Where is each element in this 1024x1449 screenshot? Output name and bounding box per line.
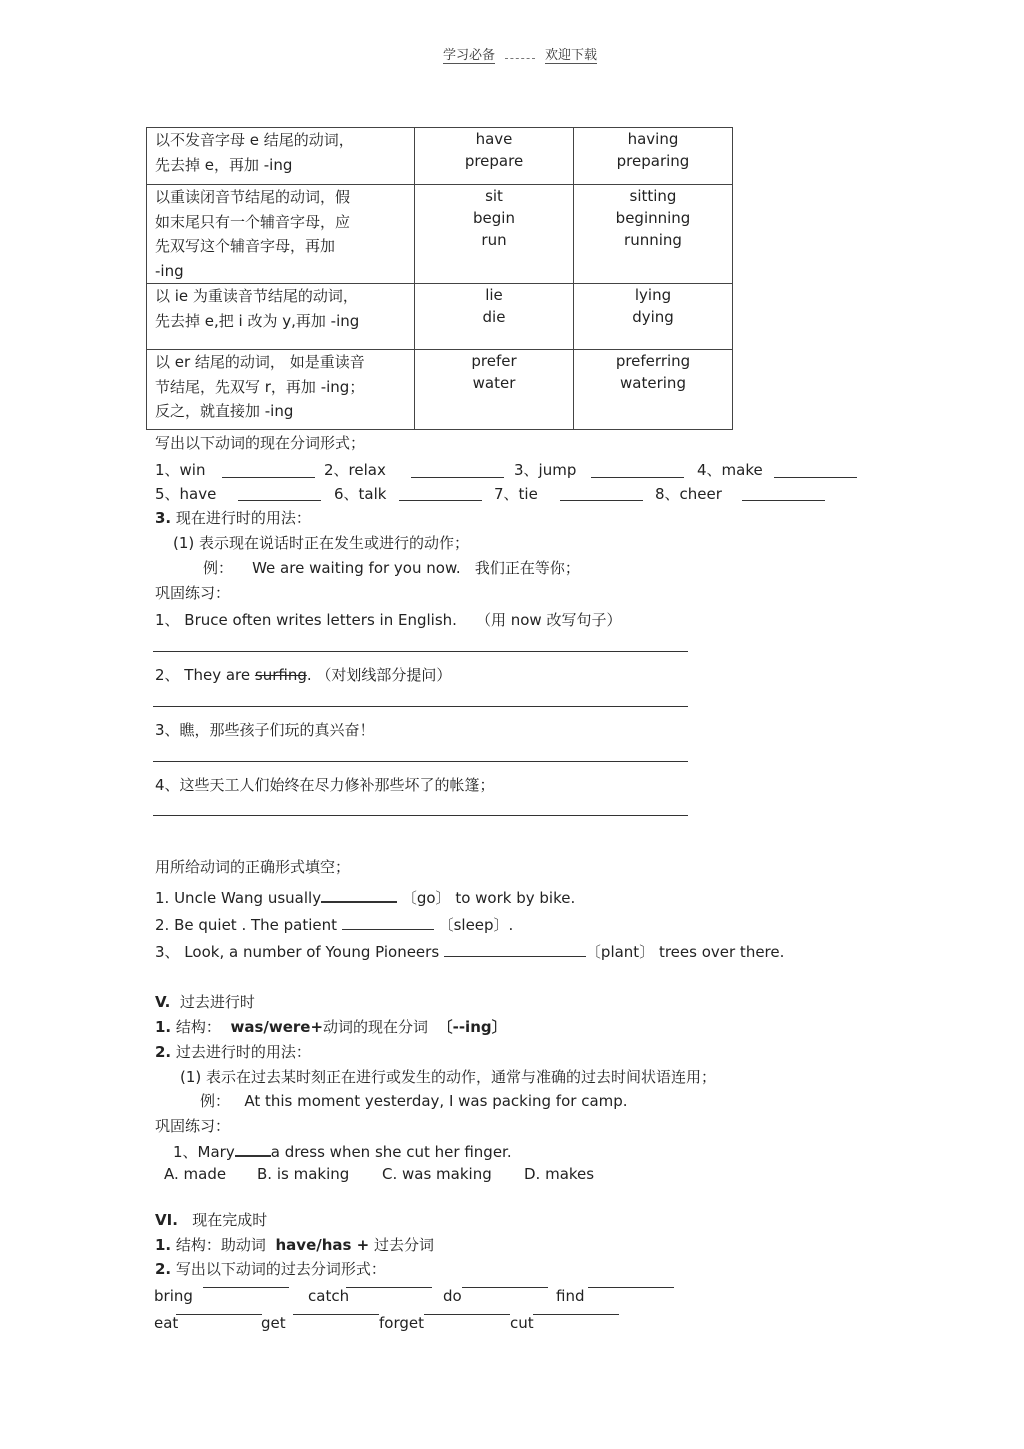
answer-blank[interactable] bbox=[203, 1287, 289, 1288]
base-verbs: sit begin run bbox=[415, 185, 574, 284]
practice-question: 4、这些天工人们始终在尽力修补那些坏了的帐篷； bbox=[155, 776, 495, 794]
section-number: V. bbox=[155, 993, 171, 1011]
example-label: 例： bbox=[200, 1092, 231, 1110]
fill-question bbox=[155, 915, 513, 935]
example-english: We are waiting for you now. bbox=[252, 559, 461, 577]
example-sentence bbox=[203, 558, 580, 578]
example-chinese: 我们正在等你； bbox=[474, 559, 580, 577]
ing-forms: having preparing bbox=[574, 128, 733, 185]
answer-blank[interactable] bbox=[293, 1314, 379, 1315]
base-verbs: lie die bbox=[415, 284, 574, 350]
rule-description: 以重读闭音节结尾的动词，假 如末尾只有一个辅音字母，应 先双写这个辅音字母，再加 -ing bbox=[147, 185, 415, 284]
item-number: 2. bbox=[155, 1043, 172, 1061]
section-3-heading bbox=[155, 508, 311, 528]
ing-forms: sitting beginning running bbox=[574, 185, 733, 284]
usage-point: (1) 表示在过去某时刻正在进行或发生的动作，通常与准确的过去时间状语连用； bbox=[180, 1068, 717, 1086]
verb-label: cut bbox=[510, 1314, 534, 1332]
table-row bbox=[147, 284, 733, 350]
verb-label: get bbox=[261, 1314, 286, 1332]
usage-point: (1) 表示现在说话时正在发生或进行的动作； bbox=[173, 534, 470, 552]
underlined-word: surfing bbox=[254, 666, 307, 684]
header-left: 学习必备 bbox=[443, 44, 495, 64]
ex-ing-item: 3、jump bbox=[514, 461, 577, 479]
rule-description: 以不发音字母 e 结尾的动词， 先去掉 e，再加 -ing bbox=[147, 128, 415, 185]
example-english: At this moment yesterday, I was packing for camp. bbox=[244, 1092, 628, 1110]
answer-line[interactable] bbox=[153, 706, 688, 707]
ex-ing-title: 写出以下动词的现在分词形式； bbox=[155, 434, 366, 452]
header-right: 欢迎下载 bbox=[545, 44, 597, 64]
question-text: 〔sleep〕. bbox=[438, 916, 514, 934]
verb-label: do bbox=[443, 1287, 462, 1305]
question-text: 2、 They are bbox=[155, 666, 255, 684]
fill-question bbox=[155, 942, 784, 962]
verb-label: catch bbox=[308, 1287, 350, 1305]
item-number: 1. bbox=[155, 1236, 172, 1254]
structure-text: 动词的现在分词 bbox=[323, 1018, 429, 1036]
mc-option[interactable]: A. made bbox=[164, 1165, 227, 1183]
structure-formula: was/were+ bbox=[230, 1018, 324, 1036]
item-number: 1. bbox=[155, 1018, 172, 1036]
structure-formula: have/has + bbox=[275, 1236, 370, 1254]
answer-blank[interactable] bbox=[321, 887, 397, 903]
ex-ing-item: 1、win bbox=[155, 461, 206, 479]
verb-label: find bbox=[556, 1287, 585, 1305]
practice-title: 巩固练习： bbox=[155, 584, 231, 602]
rule-description: 以 ie 为重读音节结尾的动词， 先去掉 e,把 i 改为 y,再加 -ing bbox=[147, 284, 415, 350]
answer-blank[interactable] bbox=[462, 1287, 548, 1288]
section-vi-heading bbox=[155, 1210, 267, 1230]
section-number: 3. bbox=[155, 509, 172, 527]
section-title: 过去进行时 bbox=[179, 993, 255, 1011]
question-text: a dress when she cut her finger. bbox=[270, 1143, 512, 1161]
practice-question: 3、瞧，那些孩子们玩的真兴奋！ bbox=[155, 721, 375, 739]
practice-question bbox=[155, 610, 621, 630]
answer-line[interactable] bbox=[153, 651, 688, 652]
answer-blank[interactable] bbox=[742, 500, 825, 501]
answer-blank[interactable] bbox=[588, 1287, 674, 1288]
ing-forms: preferring watering bbox=[574, 350, 733, 430]
answer-blank[interactable] bbox=[411, 477, 504, 478]
answer-blank[interactable] bbox=[222, 477, 315, 478]
section-v-heading bbox=[155, 992, 255, 1012]
answer-blank[interactable] bbox=[424, 1314, 510, 1315]
example-label: 例： bbox=[203, 559, 234, 577]
section-number: VI. bbox=[155, 1211, 178, 1229]
answer-blank[interactable] bbox=[342, 920, 434, 930]
ex-ing-item: 2、relax bbox=[324, 461, 386, 479]
rule-description: 以 er 结尾的动词， 如是重读音 节结尾，先双写 r，再加 -ing； 反之，就直接加 -ing bbox=[147, 350, 415, 430]
answer-blank[interactable] bbox=[774, 477, 857, 478]
ex-ing-item: 7、tie bbox=[494, 485, 538, 503]
base-verbs: have prepare bbox=[415, 128, 574, 185]
table-row bbox=[147, 350, 733, 430]
question-text: 1. Uncle Wang usually bbox=[155, 889, 322, 907]
structure-label: 结构：助动词 bbox=[175, 1236, 266, 1254]
answer-blank[interactable] bbox=[399, 500, 482, 501]
header-divider bbox=[505, 46, 535, 59]
ex-ing-item: 8、cheer bbox=[655, 485, 722, 503]
mc-question bbox=[173, 1141, 512, 1162]
question-note: （用 now 改写句子） bbox=[475, 611, 622, 629]
answer-blank[interactable] bbox=[346, 1287, 432, 1288]
structure-suffix: 〔--ing〕 bbox=[437, 1018, 507, 1036]
question-text: 1、 Bruce often writes letters in English. bbox=[155, 611, 457, 629]
question-note: . （对划线部分提问） bbox=[306, 666, 452, 684]
mc-option[interactable]: C. was making bbox=[382, 1165, 492, 1183]
answer-blank[interactable] bbox=[533, 1314, 619, 1315]
example-sentence bbox=[200, 1091, 628, 1111]
structure-line bbox=[155, 1235, 434, 1255]
usage-title: 过去进行时的用法： bbox=[175, 1043, 311, 1061]
ing-forms: lying dying bbox=[574, 284, 733, 350]
question-text: 1、Mary bbox=[173, 1143, 235, 1161]
answer-blank[interactable] bbox=[560, 500, 643, 501]
ex-ing-item: 6、talk bbox=[334, 485, 387, 503]
table-row bbox=[147, 128, 733, 185]
usage-heading bbox=[155, 1042, 311, 1062]
structure-line bbox=[155, 1017, 507, 1037]
mc-option[interactable]: D. makes bbox=[524, 1165, 595, 1183]
verb-label: eat bbox=[154, 1314, 179, 1332]
verb-label: bring bbox=[154, 1287, 193, 1305]
ex-ing-item: 4、make bbox=[697, 461, 763, 479]
section-title: 现在进行时的用法： bbox=[175, 509, 311, 527]
answer-blank[interactable] bbox=[444, 947, 586, 957]
page-header bbox=[443, 44, 597, 64]
answer-line[interactable] bbox=[153, 761, 688, 762]
fill-question bbox=[155, 887, 575, 908]
usage-title: 写出以下动词的过去分词形式： bbox=[175, 1260, 386, 1278]
question-text: 〔plant〕 trees over there. bbox=[585, 943, 785, 961]
section-title: 现在完成时 bbox=[192, 1211, 268, 1229]
answer-blank[interactable] bbox=[591, 477, 684, 478]
item-number: 2. bbox=[155, 1260, 172, 1278]
question-text: 〔go〕 to work by bike. bbox=[401, 889, 576, 907]
question-text: 2. Be quiet . The patient bbox=[155, 916, 338, 934]
base-verbs: prefer water bbox=[415, 350, 574, 430]
ing-rules-table bbox=[146, 127, 733, 430]
fill-title: 用所给动词的正确形式填空； bbox=[155, 858, 351, 876]
mc-option[interactable]: B. is making bbox=[257, 1165, 350, 1183]
usage-heading bbox=[155, 1259, 386, 1279]
verb-label: forget bbox=[379, 1314, 424, 1332]
structure-label: 结构： bbox=[175, 1018, 221, 1036]
table-row bbox=[147, 185, 733, 284]
structure-text: 过去分词 bbox=[374, 1236, 435, 1254]
answer-line[interactable] bbox=[153, 815, 688, 816]
answer-blank[interactable] bbox=[235, 1141, 271, 1157]
ex-ing-item: 5、have bbox=[155, 485, 217, 503]
question-text: 3、 Look, a number of Young Pioneers bbox=[155, 943, 440, 961]
practice-title: 巩固练习： bbox=[155, 1117, 231, 1135]
practice-question bbox=[155, 665, 451, 685]
answer-blank[interactable] bbox=[176, 1314, 262, 1315]
answer-blank[interactable] bbox=[238, 500, 321, 501]
